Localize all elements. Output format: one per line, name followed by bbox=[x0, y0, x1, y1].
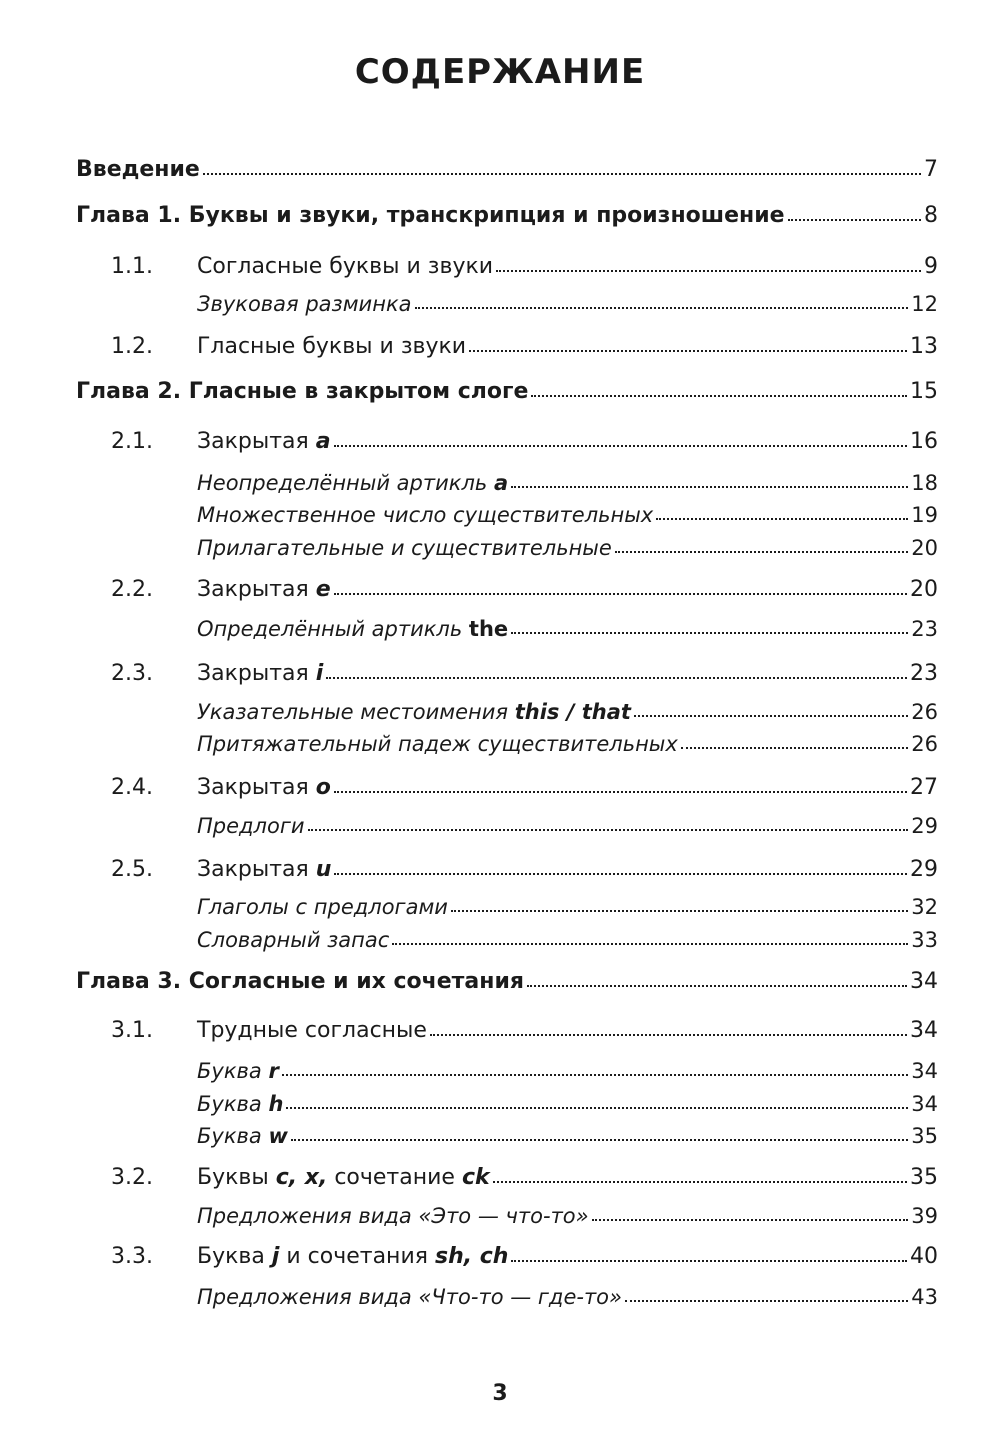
dot-leader bbox=[592, 1219, 909, 1221]
toc-section-number: 2.4. bbox=[111, 775, 153, 800]
toc-section[interactable] bbox=[111, 766, 938, 800]
toc-entry-title: Глава 1. Буквы и звуки, транскрипция и произношение bbox=[76, 203, 785, 228]
toc-entry-title: Буква j и сочетания sh, ch bbox=[197, 1244, 509, 1269]
toc-page-number: 32 bbox=[911, 895, 938, 919]
toc-page-number: 39 bbox=[911, 1204, 938, 1228]
toc-page-number: 34 bbox=[911, 1059, 938, 1083]
toc-subsection[interactable] bbox=[197, 282, 938, 316]
toc-page-number: 29 bbox=[911, 814, 938, 838]
dot-leader bbox=[430, 1034, 907, 1036]
toc-section[interactable] bbox=[111, 245, 938, 279]
toc-subsection[interactable] bbox=[197, 607, 938, 641]
toc-entry-title: Словарный запас bbox=[197, 928, 390, 952]
dot-leader bbox=[286, 1107, 908, 1109]
dot-leader bbox=[334, 593, 907, 595]
toc-entry-title: Неопределённый артикль a bbox=[197, 471, 509, 495]
toc-section[interactable] bbox=[111, 848, 938, 882]
toc-page-number: 7 bbox=[924, 157, 938, 182]
toc-section-number: 2.3. bbox=[111, 661, 153, 686]
toc-section-number: 3.2. bbox=[111, 1165, 153, 1190]
toc-entry-title: Определённый артикль the bbox=[197, 617, 509, 641]
toc-entry-title: Закрытая e bbox=[197, 577, 331, 602]
dot-leader bbox=[451, 910, 908, 912]
toc-section[interactable] bbox=[111, 420, 938, 454]
toc-page-number: 12 bbox=[911, 292, 938, 316]
toc-page-number: 26 bbox=[911, 732, 938, 756]
toc-chapter[interactable] bbox=[76, 148, 938, 182]
toc-subsection[interactable] bbox=[197, 461, 938, 495]
toc-subsection[interactable] bbox=[197, 526, 938, 560]
english-letter: sh, ch bbox=[434, 1244, 509, 1269]
dot-leader bbox=[511, 632, 908, 634]
toc-chapter[interactable] bbox=[76, 194, 938, 228]
toc-entry-title: Закрытая o bbox=[197, 775, 331, 800]
toc-entry-title: Буква w bbox=[197, 1124, 288, 1148]
toc-subsection[interactable] bbox=[197, 1049, 938, 1083]
toc-entry-title: Звуковая разминка bbox=[197, 292, 412, 316]
toc-entry-title: Гласные буквы и звуки bbox=[197, 334, 467, 359]
dot-leader bbox=[496, 270, 921, 272]
dot-leader bbox=[656, 518, 908, 520]
dot-leader bbox=[469, 350, 907, 352]
toc-entry-title: Закрытая u bbox=[197, 857, 332, 882]
english-letter: j bbox=[271, 1244, 280, 1269]
toc-entry-title: Множественное число существительных bbox=[197, 503, 654, 527]
toc-page-number: 35 bbox=[910, 1165, 938, 1190]
dot-leader bbox=[282, 1074, 908, 1076]
toc-entry-title: Буквы c, x, сочетание ck bbox=[197, 1165, 490, 1190]
toc-section[interactable] bbox=[111, 1235, 938, 1269]
toc-entry-title: Указательные местоимения this / that bbox=[197, 700, 631, 724]
dot-leader bbox=[634, 715, 908, 717]
page-title: СОДЕРЖАНИЕ bbox=[354, 52, 646, 92]
toc-subsection[interactable] bbox=[197, 690, 938, 724]
toc-section[interactable] bbox=[111, 1156, 938, 1190]
dot-leader bbox=[308, 829, 909, 831]
toc-chapter[interactable] bbox=[76, 370, 938, 404]
toc-subsection[interactable] bbox=[197, 885, 938, 919]
toc-page-number: 18 bbox=[911, 471, 938, 495]
english-letter: i bbox=[315, 661, 324, 686]
english-letter: c, x, bbox=[275, 1165, 328, 1190]
toc-page-number: 8 bbox=[924, 203, 938, 228]
toc-chapter[interactable] bbox=[76, 960, 938, 994]
english-letter: a bbox=[493, 471, 509, 495]
dot-leader bbox=[511, 1260, 907, 1262]
toc-page-number: 43 bbox=[911, 1285, 938, 1309]
toc-page-number: 23 bbox=[911, 617, 938, 641]
toc-entry-title: Прилагательные и существительные bbox=[197, 536, 612, 560]
toc-page-number: 33 bbox=[911, 928, 938, 952]
toc-page-number: 27 bbox=[910, 775, 938, 800]
english-letter: e bbox=[315, 577, 331, 602]
toc-subsection[interactable] bbox=[197, 1114, 938, 1148]
dot-leader bbox=[788, 219, 921, 221]
toc-section-number: 1.1. bbox=[111, 254, 153, 279]
toc-entry-title: Введение bbox=[76, 157, 200, 182]
toc-page-number: 20 bbox=[911, 536, 938, 560]
toc-subsection[interactable] bbox=[197, 1194, 938, 1228]
toc-entry-title: Притяжательный падеж существительных bbox=[197, 732, 678, 756]
toc-section-number: 2.5. bbox=[111, 857, 153, 882]
toc-section-number: 3.3. bbox=[111, 1244, 153, 1269]
toc-page-number: 34 bbox=[911, 1092, 938, 1116]
toc-section-number: 3.1. bbox=[111, 1018, 153, 1043]
toc-entry-title: Буква r bbox=[197, 1059, 279, 1083]
toc-page-number: 29 bbox=[910, 857, 938, 882]
toc-page-number: 19 bbox=[911, 503, 938, 527]
toc-page-number: 35 bbox=[911, 1124, 938, 1148]
english-letter: a bbox=[315, 429, 331, 454]
toc-entry-title: Глава 2. Гласные в закрытом слоге bbox=[76, 379, 529, 404]
dot-leader bbox=[681, 747, 908, 749]
dot-leader bbox=[291, 1139, 908, 1141]
dot-leader bbox=[334, 445, 907, 447]
toc-page-number: 34 bbox=[910, 1018, 938, 1043]
toc-page-number: 16 bbox=[910, 429, 938, 454]
toc-section-number: 2.1. bbox=[111, 429, 153, 454]
toc-subsection[interactable] bbox=[197, 1275, 938, 1309]
english-letter: ck bbox=[461, 1165, 490, 1190]
toc-page-number: 34 bbox=[910, 969, 938, 994]
english-letter: o bbox=[315, 775, 331, 800]
toc-subsection[interactable] bbox=[197, 1082, 938, 1116]
toc-subsection[interactable] bbox=[197, 722, 938, 756]
toc-subsection[interactable] bbox=[197, 493, 938, 527]
toc-section-number: 1.2. bbox=[111, 334, 153, 359]
toc-entry-title: Предложения вида «Это — что-то» bbox=[197, 1204, 589, 1228]
english-letter: the bbox=[468, 617, 509, 641]
english-letter: this / that bbox=[514, 700, 631, 724]
toc-entry-title: Закрытая i bbox=[197, 661, 324, 686]
toc-page-number: 9 bbox=[924, 254, 938, 279]
dot-leader bbox=[203, 173, 921, 175]
toc-page-number: 23 bbox=[910, 661, 938, 686]
dot-leader bbox=[326, 677, 907, 679]
page-number: 3 bbox=[492, 1381, 508, 1406]
toc-entry-title: Глава 3. Согласные и их сочетания bbox=[76, 969, 525, 994]
toc-section[interactable] bbox=[111, 652, 938, 686]
toc-subsection[interactable] bbox=[197, 918, 938, 952]
toc-page-number: 26 bbox=[911, 700, 938, 724]
toc-section-number: 2.2. bbox=[111, 577, 153, 602]
toc-page-number: 20 bbox=[910, 577, 938, 602]
dot-leader bbox=[511, 486, 908, 488]
toc-entry-title: Предложения вида «Что-то — где-то» bbox=[197, 1285, 622, 1309]
dot-leader bbox=[415, 307, 909, 309]
toc-section[interactable] bbox=[111, 325, 938, 359]
dot-leader bbox=[334, 873, 907, 875]
dot-leader bbox=[625, 1300, 908, 1302]
dot-leader bbox=[615, 551, 908, 553]
dot-leader bbox=[493, 1181, 907, 1183]
toc-entry-title: Закрытая a bbox=[197, 429, 331, 454]
toc-entry-title: Предлоги bbox=[197, 814, 305, 838]
toc-page-number: 13 bbox=[910, 334, 938, 359]
dot-leader bbox=[531, 395, 907, 397]
dot-leader bbox=[334, 791, 907, 793]
dot-leader bbox=[392, 943, 908, 945]
english-letter: h bbox=[268, 1092, 284, 1116]
toc-entry-title: Глаголы с предлогами bbox=[197, 895, 448, 919]
toc-entry-title: Трудные согласные bbox=[197, 1018, 427, 1043]
english-letter: w bbox=[268, 1124, 288, 1148]
toc-subsection[interactable] bbox=[197, 804, 938, 838]
toc-entry-title: Согласные буквы и звуки bbox=[197, 254, 494, 279]
english-letter: r bbox=[268, 1059, 279, 1083]
toc-section[interactable] bbox=[111, 568, 938, 602]
toc-page-number: 40 bbox=[910, 1244, 938, 1269]
english-letter: u bbox=[315, 857, 332, 882]
dot-leader bbox=[527, 985, 907, 987]
toc-entry-title: Буква h bbox=[197, 1092, 284, 1116]
toc-section[interactable] bbox=[111, 1009, 938, 1043]
toc-page-number: 15 bbox=[910, 379, 938, 404]
